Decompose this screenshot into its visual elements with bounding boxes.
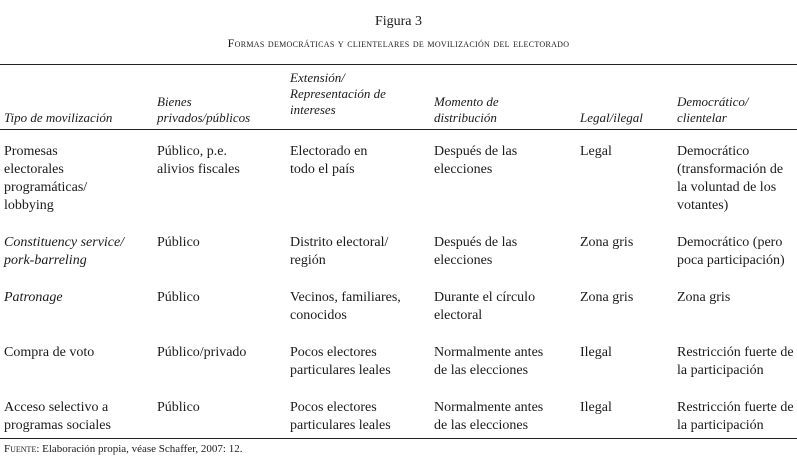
row1-momento: Después de las elecciones xyxy=(434,144,518,177)
row4-extension: Pocos electores particulares leales xyxy=(290,345,391,378)
row1-extension: Electorado en todo el país xyxy=(290,144,368,177)
source-label: Fuente: xyxy=(4,443,40,455)
source-note xyxy=(4,443,242,456)
row4-momento: Normalmente antes de las elecciones xyxy=(434,345,544,378)
row1-democratico: Democrático (transformación de la voluntad de los votantes) xyxy=(677,144,784,213)
row1-tipo: Promesas electorales programáticas/ lobbying xyxy=(4,144,88,213)
row4-democratico: Restricción fuerte de la participación xyxy=(677,345,794,378)
header-momento: Momento de distribución xyxy=(434,94,499,125)
row5-momento: Normalmente antes de las elecciones xyxy=(434,400,544,433)
row4-tipo: Compra de voto xyxy=(4,345,95,360)
figure-subtitle: Formas democráticas y clientelares de movilización del electorado xyxy=(227,36,570,50)
header-extension: Extensión/ Representación de intereses xyxy=(290,70,386,117)
row2-momento: Después de las elecciones xyxy=(434,235,518,268)
header-democratico: Democrático/ clientelar xyxy=(677,94,749,125)
row3-democratico: Zona gris xyxy=(677,290,731,305)
row3-tipo: Patronage xyxy=(4,290,63,305)
bottom-rule xyxy=(0,438,797,439)
header-legal: Legal/ilegal xyxy=(580,110,643,125)
row2-democratico: Democrático (pero poca participación) xyxy=(677,235,785,268)
row5-tipo: Acceso selectivo a programas sociales xyxy=(4,400,111,433)
row5-legal: Ilegal xyxy=(580,400,612,415)
row5-democratico: Restricción fuerte de la participación xyxy=(677,400,794,433)
source-text: Elaboración propia, véase Schaffer, 2007: 12. xyxy=(42,443,243,455)
row3-bienes: Público xyxy=(157,290,200,305)
row3-momento: Durante el círculo electoral xyxy=(434,290,536,323)
row4-bienes: Público/privado xyxy=(157,345,247,360)
row2-tipo: Constituency service/ pork-barreling xyxy=(4,235,125,268)
row3-legal: Zona gris xyxy=(580,290,634,305)
row1-legal: Legal xyxy=(580,144,612,159)
row2-legal: Zona gris xyxy=(580,235,634,250)
row2-extension: Distrito electoral/ región xyxy=(290,235,389,268)
header-bienes: Bienes privados/públicos xyxy=(157,94,251,125)
row5-extension: Pocos electores particulares leales xyxy=(290,400,391,433)
header-rule xyxy=(0,129,797,130)
row5-bienes: Público xyxy=(157,400,200,415)
header-tipo: Tipo de movilización xyxy=(4,110,113,125)
row1-bienes: Público, p.e. alivios fiscales xyxy=(157,144,240,177)
row3-extension: Vecinos, familiares, conocidos xyxy=(290,290,401,323)
row4-legal: Ilegal xyxy=(580,345,612,360)
top-rule xyxy=(0,64,797,65)
figure-title: Figura 3 xyxy=(374,14,423,29)
row2-bienes: Público xyxy=(157,235,200,250)
